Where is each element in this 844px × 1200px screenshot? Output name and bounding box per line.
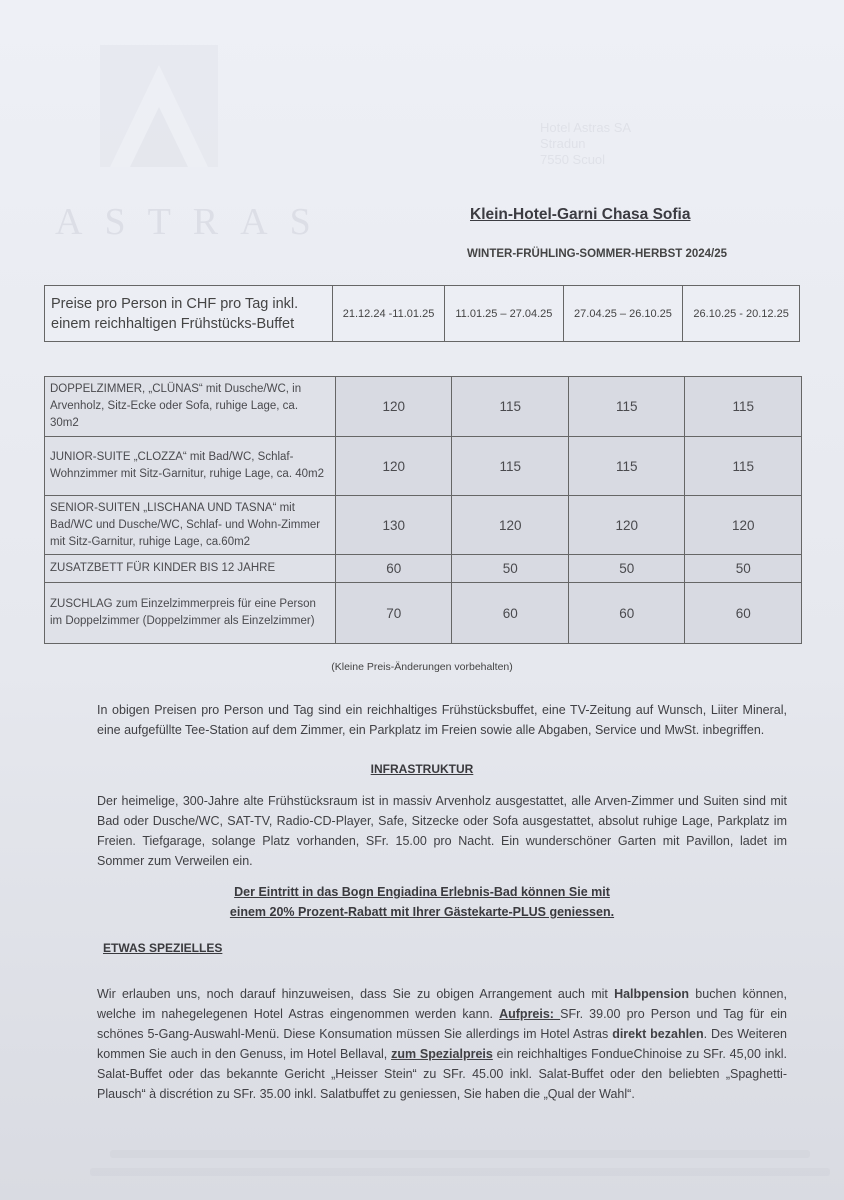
room-description: DOPPELZIMMER, „CLÜNAS“ mit Dusche/WC, in Arvenholz, Sitz-Ecke oder Sofa, ruhige Lage, ca. 30m2 xyxy=(45,377,336,437)
price-cell: 120 xyxy=(335,377,452,437)
bath-discount-promo xyxy=(0,882,844,922)
special-text: ein reichhaltiges FondueChinoise zu SFr. 45,00 inkl. Salat-Buffet oder das bekannte Gericht „Heisser Stein“ zu SFr. 45.00 inkl. Salat-Buffet oder den beliebten „Spaghetti-Plausch“ à discrétion zu SFr. 35.00 inkl. Salatbuffet zu geniessen, Sie haben die „Qual der Wahl“. xyxy=(97,1047,787,1101)
infrastructure-heading: INFRASTRUKTUR xyxy=(370,762,474,776)
special-heading: ETWAS SPEZIELLES xyxy=(103,941,223,955)
price-cell: 115 xyxy=(452,437,569,496)
price-cell: 115 xyxy=(452,377,569,437)
special-text: . Des Weiteren kommen Sie auch in den Genuss, im Hotel Bellaval, xyxy=(97,1027,787,1061)
price-cell: 120 xyxy=(568,496,685,555)
room-description: ZUSCHLAG zum Einzelzimmerpreis für eine Person im Doppelzimmer (Doppelzimmer als Einzelzimmer) xyxy=(45,583,336,644)
price-cell: 50 xyxy=(685,555,802,583)
promo-line: Der Eintritt in das Bogn Engiadina Erlebnis-Bad können Sie mit xyxy=(234,885,610,899)
price-cell: 115 xyxy=(685,437,802,496)
season-subtitle: WINTER-FRÜHLING-SOMMER-HERBST 2024/25 xyxy=(467,248,728,260)
promo-line: einem 20% Prozent-Rabatt mit Ihrer Gästekarte-PLUS geniessen. xyxy=(229,905,615,919)
direkt-bezahlen-emphasis: direkt bezahlen xyxy=(612,1027,704,1041)
watermark-address xyxy=(540,120,631,168)
price-cell: 60 xyxy=(568,583,685,644)
table-row xyxy=(45,496,802,555)
special-text: Wir erlauben uns, noch darauf hinzuweisen, dass Sie zu obigen Arrangement auch mit xyxy=(97,987,615,1001)
price-cell: 60 xyxy=(335,555,452,583)
period-column-header: 26.10.25 - 20.12.25 xyxy=(683,286,800,342)
price-cell: 120 xyxy=(335,437,452,496)
table-row xyxy=(45,555,802,583)
astras-logo-watermark-icon xyxy=(100,45,218,167)
price-table xyxy=(44,376,802,644)
watermark-brand: ASTRAS xyxy=(55,201,333,243)
aufpreis-emphasis: Aufpreis: xyxy=(499,1007,561,1021)
table-row xyxy=(45,377,802,437)
price-cell: 115 xyxy=(568,377,685,437)
room-description: JUNIOR-SUITE „CLOZZA“ mit Bad/WC, Schlaf-Wohnzimmer mit Sitz-Garnitur, ruhige Lage, ca. 40m2 xyxy=(45,437,336,496)
hotel-title: Klein-Hotel-Garni Chasa Sofia xyxy=(470,206,691,223)
bleed-through-line xyxy=(110,1150,810,1158)
inclusions-paragraph: In obigen Preisen pro Person und Tag sind ein reichhaltiges Frühstücksbuffet, eine TV-Zeitung auf Wunsch, Liiter Mineral, eine aufgefüllte Tee-Station auf dem Zimmer, ein Parkplatz im Freien sowie alle Abgaben, Service und MwSt. inbegriffen. xyxy=(97,703,787,737)
table-row xyxy=(45,583,802,644)
price-change-note: (Kleine Preis-Änderungen vorbehalten) xyxy=(331,661,513,673)
price-cell: 70 xyxy=(335,583,452,644)
watermark-address-line: 7550 Scuol xyxy=(540,152,606,167)
price-cell: 120 xyxy=(685,496,802,555)
room-description: ZUSATZBETT FÜR KINDER BIS 12 JAHRE xyxy=(45,555,336,583)
period-column-header: 21.12.24 -11.01.25 xyxy=(333,286,445,342)
spezialpreis-emphasis: zum Spezialpreis xyxy=(391,1047,493,1061)
price-cell: 60 xyxy=(685,583,802,644)
watermark-address-line: Hotel Astras SA xyxy=(540,120,632,135)
price-cell: 130 xyxy=(335,496,452,555)
table-row xyxy=(45,437,802,496)
price-cell: 60 xyxy=(452,583,569,644)
room-description: SENIOR-SUITEN „LISCHANA UND TASNA“ mit Bad/WC und Dusche/WC, Schlaf- und Wohn-Zimmer mit Sitz-Garnitur, ruhige Lage, ca.60m2 xyxy=(45,496,336,555)
price-cell: 115 xyxy=(685,377,802,437)
price-cell: 120 xyxy=(452,496,569,555)
price-cell: 115 xyxy=(568,437,685,496)
price-cell: 50 xyxy=(568,555,685,583)
bleed-through-line xyxy=(90,1168,830,1176)
halbpension-emphasis: Halbpension xyxy=(614,987,690,1001)
special-paragraph xyxy=(97,984,787,1104)
period-header-table xyxy=(44,285,800,342)
period-column-header: 27.04.25 – 26.10.25 xyxy=(563,286,683,342)
price-header-label: Preise pro Person in CHF pro Tag inkl. einem reichhaltigen Frühstücks-Buffet xyxy=(45,286,333,342)
price-cell: 50 xyxy=(452,555,569,583)
special-text: SFr. 39.00 pro Person und Tag für ein schönes 5-Gang-Auswahl-Menü. Diese Konsumation müssen Sie allerdings im Hotel Astras xyxy=(97,1007,788,1041)
watermark-address-line: Stradun xyxy=(540,136,586,151)
period-column-header: 11.01.25 – 27.04.25 xyxy=(445,286,564,342)
special-text: buchen können, welche im nahegelegenen Hotel Astras eingenommen werden kann. xyxy=(97,987,787,1021)
infrastructure-paragraph: Der heimelige, 300-Jahre alte Frühstücksraum ist in massiv Arvenholz ausgestattet, alle Arven-Zimmer und Suiten sind mit Bad oder Dusche/WC, SAT-TV, Radio-CD-Player, Safe, Sitzecke oder Sofa ausgestattet, absolut ruhige Lage, Parkplatz im Freien. Tiefgarage, solange Platz vorhanden, SFr. 15.00 pro Nacht. Ein wunderschöner Garten mit Pavillon, ladet im Sommer zum Verweilen ein. xyxy=(97,794,787,868)
